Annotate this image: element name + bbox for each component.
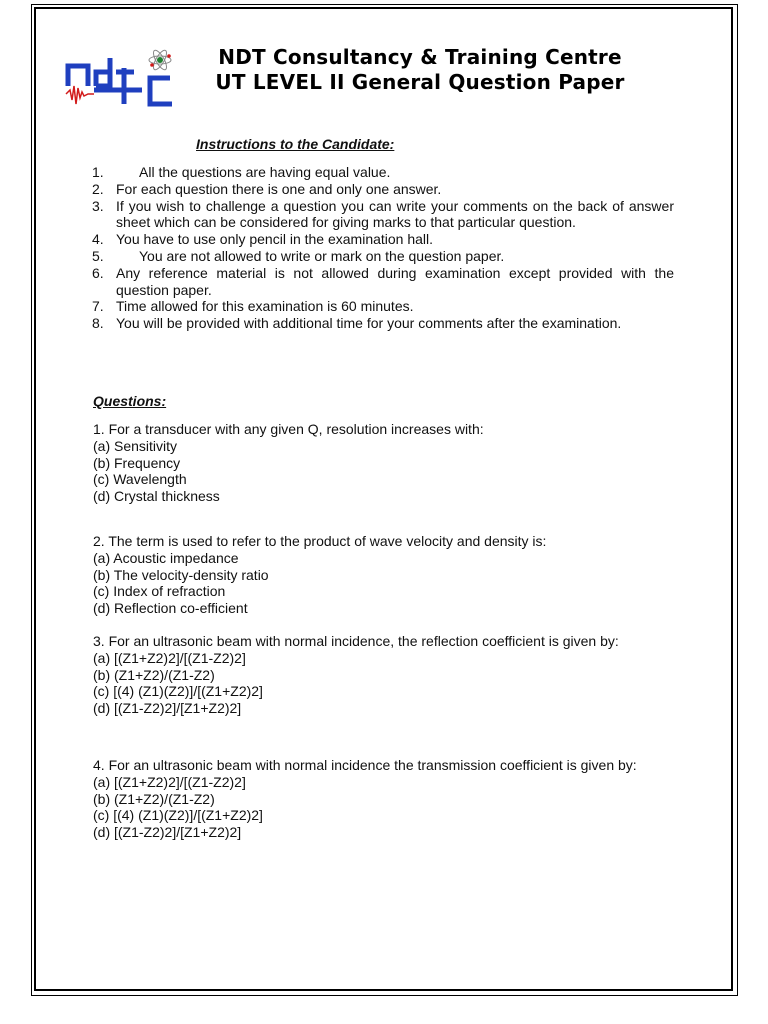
question-option: (c) Index of refraction <box>93 583 226 600</box>
question-option: (d) Crystal thickness <box>93 488 220 505</box>
question-option: (b) The velocity-density ratio <box>93 566 269 583</box>
page-title-line2: UT LEVEL II General Question Paper <box>215 70 625 94</box>
instruction-text: All the questions are having equal value. <box>139 164 391 180</box>
instruction-item <box>92 231 674 248</box>
question-option: (a) Acoustic impedance <box>93 549 239 566</box>
instruction-item <box>92 298 674 315</box>
instruction-text: You have to use only pencil in the examination hall. <box>116 231 434 248</box>
instruction-number: 3. <box>92 197 104 214</box>
instruction-number: 2. <box>92 180 104 197</box>
instruction-item <box>92 265 674 299</box>
instruction-number: 7. <box>92 298 104 315</box>
instruction-text: For each question there is one and only one answer. <box>116 180 442 197</box>
question-option: (b) Frequency <box>93 454 181 471</box>
instruction-text: You are not allowed to write or mark on the question paper. <box>139 247 505 264</box>
instruction-item <box>92 164 674 181</box>
question-option: (c) [(4) (Z1)(Z2)]/[(Z1+Z2)2] <box>93 807 263 824</box>
question-block <box>93 757 675 841</box>
instruction-number: 8. <box>92 315 104 332</box>
question-option: (b) (Z1+Z2)/(Z1-Z2) <box>93 790 215 807</box>
instruction-number: 4. <box>92 231 104 248</box>
question-block <box>93 533 675 617</box>
instruction-item <box>92 198 674 232</box>
instruction-text: If you wish to challenge a question you can write your comments on the back of answer sheet which can be considered for giving marks to that particular question. <box>116 197 674 231</box>
instruction-item <box>92 248 674 265</box>
instruction-text: You will be provided with additional time for your comments after the examination. <box>116 315 622 332</box>
ndtc-logo-icon <box>64 46 182 118</box>
question-option: (d) [(Z1-Z2)2]/[Z1+Z2)2] <box>93 700 242 717</box>
question-option: (c) Wavelength <box>93 471 187 488</box>
question-option: (a) [(Z1+Z2)2]/[(Z1-Z2)2] <box>93 649 246 666</box>
question-stem: 2. The term is used to refer to the product of wave velocity and density is: <box>93 533 547 549</box>
question-block <box>93 633 675 717</box>
question-stem: 4. For an ultrasonic beam with normal incidence the transmission coefficient is given by: <box>93 757 637 773</box>
question-option: (d) [(Z1-Z2)2]/[Z1+Z2)2] <box>93 824 242 841</box>
question-option: (a) Sensitivity <box>93 437 178 454</box>
question-block <box>93 421 675 505</box>
instruction-number: 5. <box>92 247 104 264</box>
question-option: (d) Reflection co-efficient <box>93 600 248 617</box>
instruction-text: Any reference material is not allowed during examination except provided with the question paper. <box>116 264 674 298</box>
instruction-item <box>92 181 674 198</box>
question-option: (a) [(Z1+Z2)2]/[(Z1-Z2)2] <box>93 773 246 790</box>
instruction-text: Time allowed for this examination is 60 minutes. <box>116 298 414 315</box>
questions-heading: Questions: <box>93 393 167 409</box>
instruction-number: 1. <box>92 164 104 180</box>
question-option: (b) (Z1+Z2)/(Z1-Z2) <box>93 666 215 683</box>
instructions-heading: Instructions to the Candidate: <box>196 136 395 152</box>
question-stem: 1. For a transducer with any given Q, resolution increases with: <box>93 421 484 437</box>
instruction-item <box>92 315 674 332</box>
page-title-line1: NDT Consultancy & Training Centre <box>218 45 622 69</box>
instructions-list <box>92 164 674 332</box>
instruction-number: 6. <box>92 264 104 281</box>
question-stem: 3. For an ultrasonic beam with normal incidence, the reflection coefficient is given by: <box>93 633 619 649</box>
question-option: (c) [(4) (Z1)(Z2)]/[(Z1+Z2)2] <box>93 683 263 700</box>
